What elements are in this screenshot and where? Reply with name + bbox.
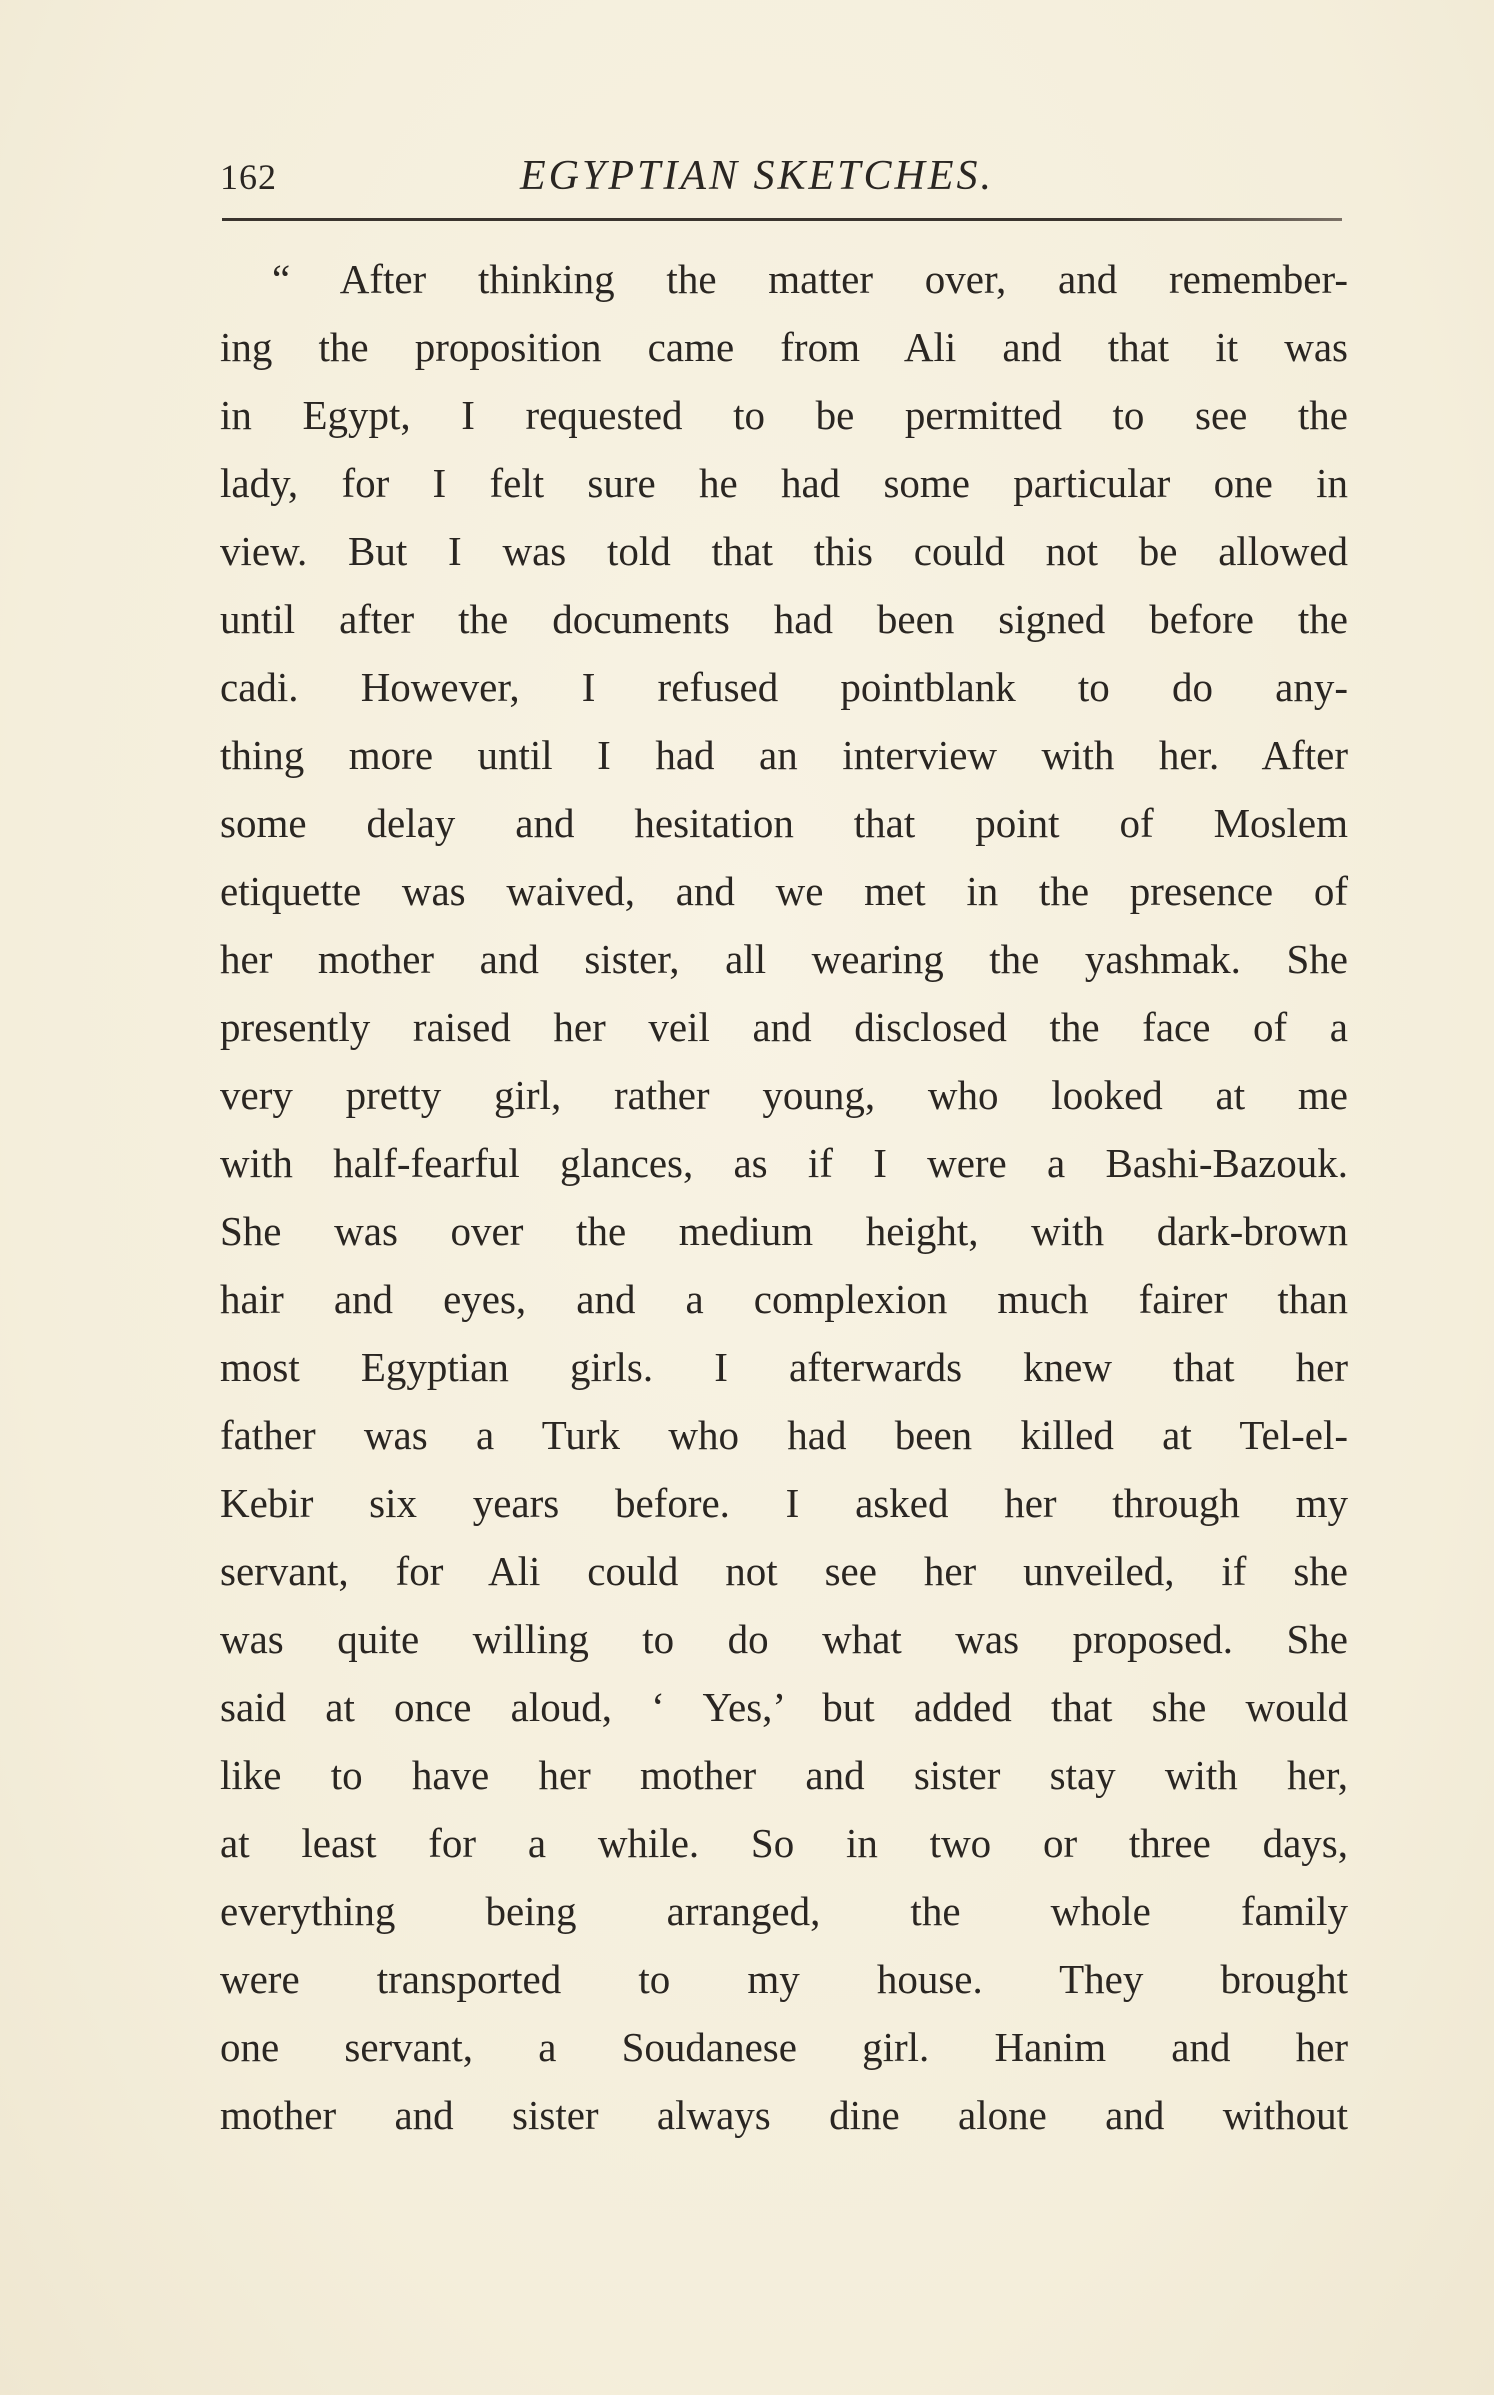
text-line: mother and sister always dine alone and without xyxy=(220,2092,1348,2138)
text-line: ing the proposition came from Ali and that it was xyxy=(220,324,1348,370)
text-line: hair and eyes, and a complexion much fairer than xyxy=(220,1276,1348,1322)
text-line: view. But I was told that this could not be allowed xyxy=(220,528,1348,574)
page-number: 162 xyxy=(220,157,277,197)
text-line: some delay and hesitation that point of Moslem xyxy=(220,800,1348,846)
text-line: were transported to my house. They brought xyxy=(220,1956,1348,2002)
text-line: in Egypt, I requested to be permitted to see the xyxy=(220,392,1348,438)
text-line: servant, for Ali could not see her unveiled, if she xyxy=(220,1548,1348,1594)
text-line: at least for a while. So in two or three days, xyxy=(220,1820,1348,1866)
text-line: presently raised her veil and disclosed the face of a xyxy=(220,1004,1348,1050)
text-line: her mother and sister, all wearing the yashmak. She xyxy=(220,936,1348,982)
page-header xyxy=(220,150,1340,210)
running-title: EGYPTIAN SKETCHES. xyxy=(520,153,995,199)
text-line: with half-fearful glances, as if I were a Bashi-Bazouk. xyxy=(220,1140,1348,1186)
text-line: most Egyptian girls. I afterwards knew that her xyxy=(220,1344,1348,1390)
text-line: said at once aloud, ‘ Yes,’ but added that she would xyxy=(220,1684,1348,1730)
text-line: father was a Turk who had been killed at Tel-el- xyxy=(220,1412,1348,1458)
text-line: lady, for I felt sure he had some particular one in xyxy=(220,460,1348,506)
text-line: very pretty girl, rather young, who looked at me xyxy=(220,1072,1348,1118)
header-rule xyxy=(222,218,1342,221)
text-line: thing more until I had an interview with her. After xyxy=(220,732,1348,778)
text-line: She was over the medium height, with dark-brown xyxy=(220,1208,1348,1254)
text-line: etiquette was waived, and we met in the presence of xyxy=(220,868,1348,914)
text-line: cadi. However, I refused pointblank to do any- xyxy=(220,664,1348,710)
text-line: like to have her mother and sister stay with her, xyxy=(220,1752,1348,1798)
body-text xyxy=(220,245,1348,2149)
text-line: Kebir six years before. I asked her through my xyxy=(220,1480,1348,1526)
text-line: one servant, a Soudanese girl. Hanim and her xyxy=(220,2024,1348,2070)
text-line: “ After thinking the matter over, and remember- xyxy=(272,256,1348,302)
text-line: until after the documents had been signed before the xyxy=(220,596,1348,642)
text-line: everything being arranged, the whole family xyxy=(220,1888,1348,1934)
text-line: was quite willing to do what was proposed. She xyxy=(220,1616,1348,1662)
